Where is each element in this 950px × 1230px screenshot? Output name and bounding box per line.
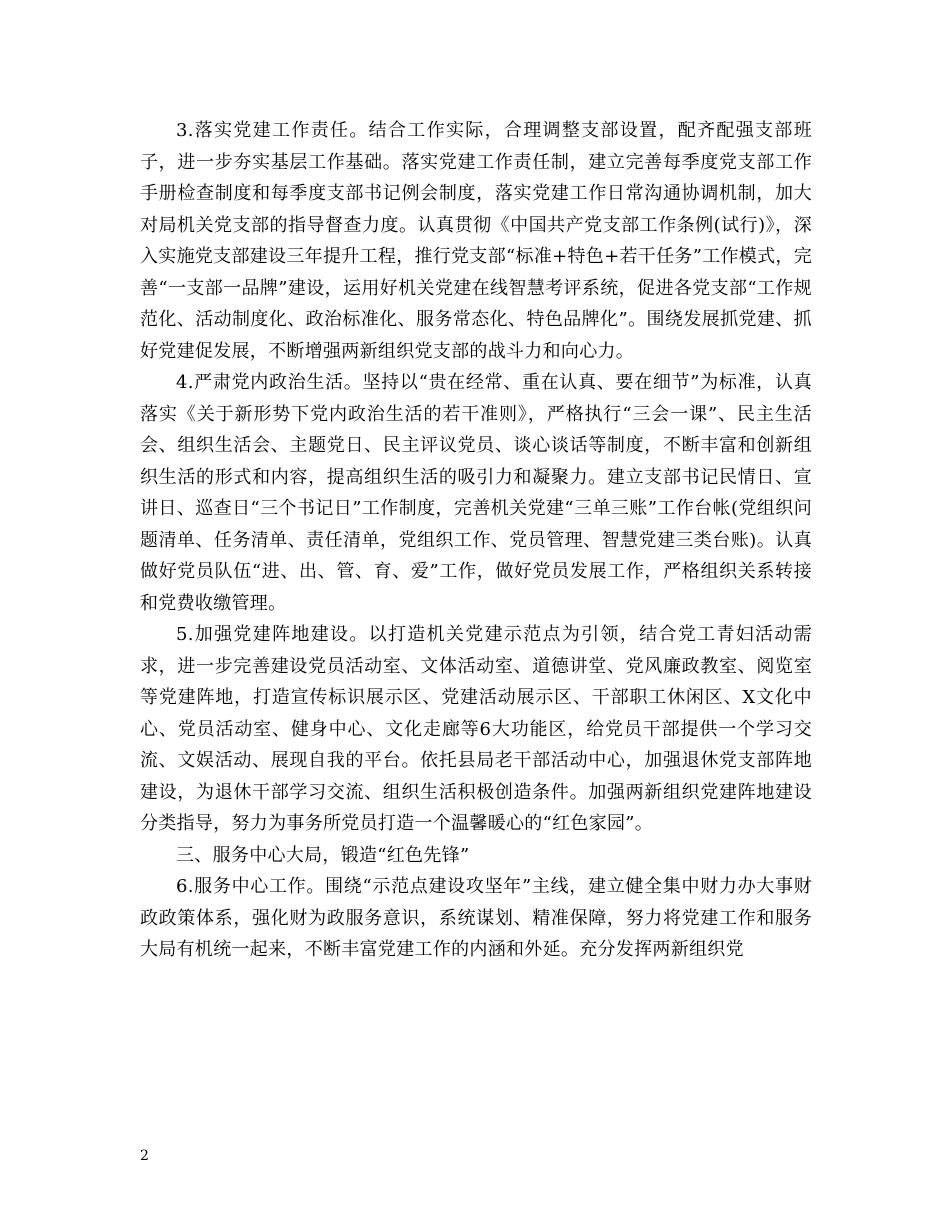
paragraph-responsibility: 3.落实党建工作责任。结合工作实际，合理调整支部设置，配齐配强支部班子，进一步夯实基层工作基础。落实党建工作责任制，建立完善每季度党支部工作手册检查制度和每季度支部书记例会制度，落实党建工作日常沟通协调机制，加大对局机关党支部的指导督查力度。认真贯彻《中国共产党支部工作条例(试行)》，深入实施党支部建设三年提升工程，推行党支部“标准+特色+若干任务”工作模式，完善“一支部一品牌”建设，运用好机关党建在线智慧考评系统，促进各党支部“工作规范化、活动制度化、政治标准化、服务常态化、特色品牌化”。围绕发展抓党建、抓好党建促发展，不断增强两新组织党支部的战斗力和向心力。 <box>140 120 812 362</box>
paragraph-service-center: 6.服务中心工作。围绕“示范点建设攻坚年”主线，建立健全集中财力办大事财政政策体系，强化财为政服务意识，系统谋划、精准保障，努力将党建工作和服务大局有机统一起来，不断丰富党建工作的内涵和外延。充分发挥两新组织党 <box>140 876 812 960</box>
paragraph-position-building: 5.加强党建阵地建设。以打造机关党建示范点为引领，结合党工青妇活动需求，进一步完善建设党员活动室、文体活动室、道德讲堂、党风廉政教室、阅览室等党建阵地，打造宣传标识展示区、党建活动展示区、干部职工休闲区、X文化中心、党员活动室、健身中心、文化走廊等6大功能区，给党员干部提供一个学习交流、文娱活动、展现自我的平台。依托县局老干部活动中心，加强退休党支部阵地建设，为退休干部学习交流、组织生活积极创造条件。加强两新组织党建阵地建设分类指导，努力为事务所党员打造一个温馨暖心的“红色家园”。 <box>140 624 812 834</box>
document-body <box>140 115 812 966</box>
page-number: 2 <box>140 1148 149 1164</box>
paragraph-political-life: 4.严肃党内政治生活。坚持以“贵在经常、重在认真、要在细节”为标准，认真落实《关于新形势下党内政治生活的若干准则》，严格执行“三会一课”、民主生活会、组织生活会、主题党日、民主评议党员、谈心谈话等制度，不断丰富和创新组织生活的形式和内容，提高组织生活的吸引力和凝聚力。建立支部书记民情日、宣讲日、巡查日“三个书记日”工作制度，完善机关党建“三单三账”工作台帐(党组织问题清单、任务清单、责任清单，党组织工作、党员管理、智慧党建三类台账)。认真做好党员队伍“进、出、管、育、爱”工作，做好党员发展工作，严格组织关系转接和党费收缴管理。 <box>140 372 812 614</box>
section-heading: 三、服务中心大局，锻造“红色先锋” <box>176 844 470 866</box>
